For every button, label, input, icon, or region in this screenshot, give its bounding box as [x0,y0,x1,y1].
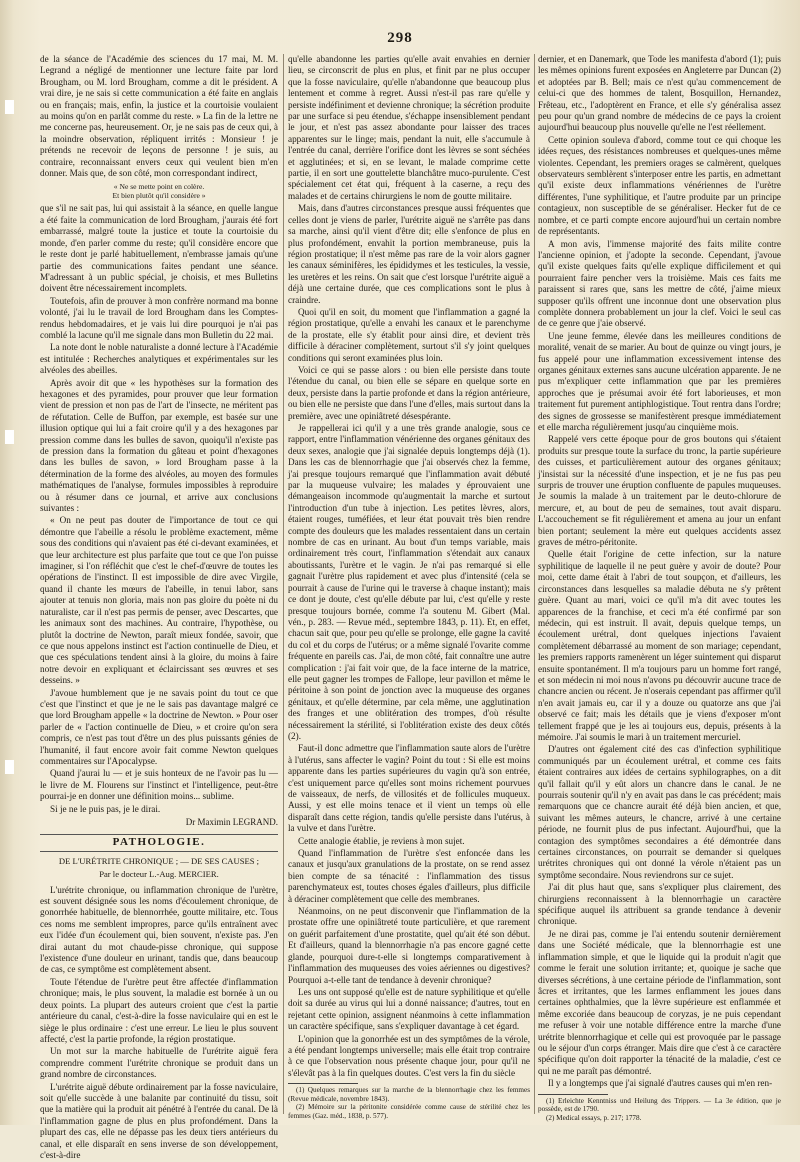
footnote: (1) Quelques remarques sur la marche de la blennorrhagie chez les femmes (Revue médicale, novembre 1843). [288,1086,530,1103]
paragraph: Toutefois, afin de prouver à mon confrère normand ma bonne volonté, j'ai lu le travail de lord Brougham dans les Comptes-rendus hebdomadaires, et je vais lui dire pourquoi je n'ai pas comblé la lacune qu'il me signale dans mon Bulletin du 22 mai. [40,295,278,340]
paragraph: Je ne dirai pas, comme je l'ai entendu soutenir dernièrement dans une Société médicale, que la blennorrhagie est une inflammation simple, et que le liquide qui la produit n'agit que comme le ferait une solution irritante; et, quoique je sache que diverses sécrétions, à une certaine période de l'inflammation, sont âcres et irritantes, que les larmes enflamment les joues dans certaines ophthalmies, que la lèvre supérieure est enflammée et même excoriée dans beaucoup de coryzas, je ne puis cependant me refuser à voir une notable différence entre la marche d'une urétrite blennorrhagique et celle qui est provoquée par le passage ou le séjour d'un corps étranger. Mais dire que c'est à ce caractère spécifique qu'on doit rapporter la ténacité de la maladie, c'est ce qui ne me paraît pas démontré. [538,928,781,1076]
paragraph: J'ai dit plus haut que, sans s'expliquer plus clairement, des chirurgiens reconnaissent à la blennorrhagie un caractère spécifique auquel ils attribuent sa grande tendance à devenir chronique. [538,882,781,927]
column-2 [288,54,530,1121]
paragraph: Après avoir dit que « les hypothèses sur la formation des hexagones et des pyramides, pour prouver que leur formation vient de pression et non pas de l'art de l'insecte, ne méritent pas de réfutation. Celle de Buffon, par exemple, est basée sur une illusion optique qui lui a fait croire qu'il y a des hexagones par pression comme dans les bulles de savon, quoiqu'il n'existe pas de pression dans la formation du gâteau et point d'hexagones dans les bulles de savon, » lord Brougham passe à la détermination de la forme des alvéoles, au moyen des formules mathématiques de l'analyse, formules impossibles à reproduire ou à résumer dans ce journal, et arrive aux conclusions suivantes : [40,377,278,514]
paragraph: Quoi qu'il en soit, du moment que l'inflammation a gagné la région prostatique, qu'elle a envahi les canaux et le parenchyme de la prostate, elle s'y établit pour ainsi dire, et devient très difficile à déraciner complètement, surtout s'il s'y joint quelques conditions qui seront examinées plus loin. [288,306,530,363]
page-number: 298 [387,30,413,46]
column-1 [40,54,278,1162]
paragraph: de la séance de l'Académie des sciences du 17 mai, M. M. Legrand a négligé de mentionner une lecture faite par lord Brougham, ou M. lord Brougham, comme a dit le président. A vrai dire, je ne sais si cette communication a été faite en anglais ou en français; mais, enfin, la justice et la courtoisie voulaient au moins qu'on en parlât comme du reste. » La fin de la lettre ne me concerne pas, heureusement. Or, je ne sais pas de ceux qui, à la moindre observation, répliquent irrités : Monsieur ! je prétends ne recevoir de leçons de personne ! je suis, au contraire, reconnaissant envers ceux qui veulent bien m'en donner. Mais que, de son côté, mon correspondant indirect, [40,54,278,179]
footnote-divider [288,1083,358,1084]
verse-quote [40,182,278,200]
paragraph: Voici ce qui se passe alors : ou bien elle persiste dans toute l'étendue du canal, ou bien elle se sépare en quelque sorte en deux, persiste dans la partie profonde et dans la région antérieure, ou bien elle ne persiste que dans l'une d'elles, mais surtout dans la première, avec une opiniâtreté désespérante. [288,364,530,421]
paragraph: Quand l'inflammation de l'urètre s'est enfoncée dans les canaux et jusqu'aux granulations de la prostate, on se rend assez bien compte de sa ténacité : l'inflammation des tissus parenchymateux est, toutes choses égales d'ailleurs, plus difficile à déraciner complètement que celle des membranes. [288,848,530,904]
footnote: (2) Mémoire sur la péritonite considérée comme cause de stérilité chez les femmes (Gaz. méd., 1838, p. 577). [288,1103,530,1120]
paragraph: L'opinion que la gonorrhée est un des symptômes de la vérole, a été pendant longtemps universelle; mais elle était trop contraire à ce que l'observation nous présente chaque jour, pour qu'il ne s'élevât pas à la fin quelques doutes. C'est vers la fin du siècle [288,1033,530,1078]
paragraph: L'urétrite chronique, ou inflammation chronique de l'urètre, est souvent désignée sous les noms d'écoulement chronique, de gonorrhée habituelle, de blennorrhée, goutte militaire, etc. Tous ces noms me semblent impropres, parce qu'ils entraînent avec eux l'idée d'un écoulement qui, bien souvent, n'existe pas. J'en dirai autant du mot chaude-pisse chronique, qui suppose l'existence d'une douleur en urinant, tandis que, dans beaucoup de cas, ce symptôme est complètement absent. [40,884,278,975]
footnote-divider [538,1094,608,1095]
column-3 [538,54,781,1122]
paragraph: A mon avis, l'immense majorité des faits milite contre l'ancienne opinion, et j'adopte la seconde. Cependant, j'avoue qu'il existe quelques faits qu'elle explique difficilement et qui pourraient faire pencher vers la troisième. Mais ces faits me paraissent si rares que, sans les mettre de côté, j'aime mieux supposer qu'ils offrent une inconnue dont une observation plus complète donnera probablement un jour la clef. Voici le seul cas de ce genre que j'aie observé. [538,238,781,329]
paragraph: Faut-il donc admettre que l'inflammation saute alors de l'urètre à l'utérus, sans affecter le vagin? Point du tout : Si elle est moins apparente dans les parties supérieures du vagin qu'à son entrée, c'est uniquement parce qu'elles sont moins richement pourvues de vaisseaux, de nerfs, de villosités et de follicules muqueux. Aussi, y est elle moins tenace et il vient un temps où elle disparaît dans cette région, tandis qu'elle persiste dans l'utérus, à la vulve et dans l'urètre. [288,743,530,834]
paragraph: « On ne peut pas douter de l'importance de tout ce qui démontre que l'abeille a résolu le problème exactement, même sous des conditions qui n'avaient pas été ci-devant examinées, et que leur architecture est plus parfaite que tout ce que l'on puisse imaginer, si l'on réfléchit que c'est le chef-d'œuvre de toutes les opérations de l'instinct. Il est impossible de dire avec Virgile, quand il chante les mœurs de l'abeille, in tenui labor, sans ajouter at tenuis non gloria, mais non pas gloire du poète ni du naturaliste, car il n'est pas permis de penser, avec Descartes, que les animaux sont des machines. Au contraire, l'hypothèse, ou plutôt la doctrine de Newton, paraît mieux fondée, savoir, que ce que nous appelons instinct est l'action continuelle de Dieu, et que ces spéculations tendent ainsi à la gloire, du moins à faire notre devoir en expliquant et éclaircissant ses œuvres et ses desseins. » [40,515,278,686]
paragraph: Toute l'étendue de l'urètre peut être affectée d'inflammation chronique; mais, le plus souvent, la maladie est bornée à un ou deux points. La plupart des auteurs croient que c'est la partie antérieure du canal, c'est-à-dire la fosse naviculaire qui en est le siège le plus ordinaire : c'est une erreur. Le lieu le plus souvent affecté, c'est la partie profonde, la région prostatique. [40,976,278,1044]
paragraph: dernier, et en Danemark, que Tode les manifesta d'abord (1); puis les mêmes opinions furent exposées en Angleterre par Duncan (2) et adoptées par B. Bell; mais ce n'est qu'au commencement de celui-ci que des hommes de talent, Bosquillon, Hernandez, Frêteau, etc., l'adoptèrent en France, et elle s'y généralisa assez peu pour qu'un grand nombre de médecins de ce pays la croient aujourd'hui beaucoup plus nouvelle qu'elle ne l'est réellement. [538,54,781,133]
paragraph: J'avoue humblement que je ne savais point du tout ce que c'est que l'instinct et que je ne le sais pas davantage malgré ce que lord Brougham appelle « la doctrine de Newton. » Pour oser parler de « l'action continuelle de Dieu, » et croire qu'on sera compris, ce n'est pas tout d'être un des plus puissants génies de l'humanité, il faut encore avoir fait comme Newton quelques commentaires sur l'Apocalypse. [40,687,278,766]
paragraph: Les uns ont supposé qu'elle est de nature syphilitique et qu'elle doit sa durée au virus qui lui a donné naissance; d'autres, tout en rejetant cette opinion, assignent néanmoins à cette inflammation un caractère spécifique, sans s'expliquer davantage à cet égard. [288,986,530,1032]
paragraph: Cette opinion souleva d'abord, comme tout ce qui choque les idées reçues, des résistances nombreuses et quelques-unes même violentes. Cependant, les premiers orages se calmèrent, quelques observateurs semblèrent s'interposer entre les partis, en admettant qu'il existe deux inflammations vénériennes de l'urètre différentes, l'une syphilitique, et l'autre produite par un principe contagieux, non susceptible de se généraliser. Hecker fut de ce nombre, et ce parti compte encore aujourd'hui un certain nombre de représentants. [538,134,781,237]
footnote: (1) Erleichte Kenntniss und Heilung des Trippers. — La 3e édition, que je possède, est de 1790. [538,1096,781,1114]
paragraph: Si je ne le puis pas, je le dirai. [50,803,161,814]
author-signature: Dr Maximin LEGRAND. [185,817,278,827]
article-title: DE L'URÉTRITE CHRONIQUE ; — DE SES CAUSES ; [58,855,260,866]
paragraph: Il y a longtemps que j'ai signalé d'autres causes qui m'en ren- [548,1078,773,1089]
quote-line: « Ne se mette point en colère. [113,182,205,192]
paragraph: Mais, dans d'autres circonstances presque aussi fréquentes que celles dont je viens de parler, l'urétrite aiguë ne s'arrête pas dans sa marche, ainsi qu'il vient d'être dit; elle s'enfonce de plus en plus profondément, envahit la portion membraneuse, puis la région prostatique; il n'est même pas rare de la voir alors gagner les canaux séminifères, les épididymes et les testicules, la vessie, les uretères et les reins. On sait que c'est lorsque l'urétrite aiguë a déjà une certaine durée, que ces complications sont le plus à craindre. [288,203,530,305]
paragraph: que s'il ne sait pas, lui qui assistait à la séance, en quelle langue a été faite la communication de lord Brougham, j'aurais été fort embarrassé, malgré toute la justice et toute la courtoisie du monde, d'en parler comme du reste; qu'il considère encore que le reste dont je parlé habituellement, n'embrasse jamais qu'une partie des communications faites pendant une séance. M'adressant à un public spécial, je choisis, et mes Bulletins doivent être nécessairement incomplets. [40,203,278,294]
paragraph: Néanmoins, on ne peut disconvenir que l'inflammation de la prostate offre une opiniâtreté toute particulière, et que rarement on guérit parfaitement d'une prostatite, quel qu'ait été son début. Et d'ailleurs, quand la blennorrhagie n'a pas encore gagné cette glande, pourquoi dure-t-elle si longtemps comparativement à l'inflammation des muqueuses des voies aériennes ou digestives? Pourquoi a-t-elle tant de tendance à devenir chronique? [288,906,530,985]
paragraph: qu'elle abandonne les parties qu'elle avait envahies en dernier lieu, se circonscrit de plus en plus, et finit par ne plus occuper que la fosse naviculaire, qu'elle n'abandonne que beaucoup plus lentement et comme à regret. Aussi n'est-il pas rare qu'elle y persiste indéfiniment et devienne chronique; la sécrétion produite par une surface si peu étendue, s'échappe insensiblement pendant le jour, et n'est pas assez abondante pour laisser des traces apparentes sur le linge; mais, pendant la nuit, elle s'accumule à l'entrée du canal, derrière l'orifice dont les lèvres se sont séchées et agglutinées; et si, en se levant, le malade comprime cette partie, il en sort une gouttelette blanchâtre muco-purulente. C'est spécialement cet état qui, fréquent à la caserne, a reçu des malades et de certains chirurgiens le nom de goutte militaire. [288,54,530,201]
paragraph: L'urétrite aiguë débute ordinairement par la fosse naviculaire, soit qu'elle succède à une balanite par continuité du tissu, soit que la matière qui la produit ait pénétré à l'entrée du canal. De là l'inflammation gagne de plus en plus profondément. Dans la plupart des cas, elle ne dépasse pas les deux tiers antérieurs du canal, et elle disparaît en sens inverse de son développement, c'est-à-dire [40,1081,278,1160]
paragraph: D'autres ont également cité des cas d'infection syphilitique communiqués par un écoulement urétral, et comme ces faits étaient contraires aux idées de certains syphilographes, on a dit qu'il fallait qu'il y eût alors un chancre dans le canal. Je ne pourrais soutenir qu'il n'y en avait pas dans le cas précédent; mais remarquons que ce chancre aurait été déjà bien ancien, et que, suivant les mêmes auteurs, le chancre, arrivé à une certaine période, ne fournit plus de pus infectant. Aujourd'hui, que la contagion des symptômes secondaires a été démontrée dans certaines circonstances, on pourrait se demander si quelques urétrites chroniques qui ont donné la vérole n'étaient pas un symptôme secondaire. Nous reviendrons sur ce sujet. [538,744,781,880]
quote-line: Et bien plutôt qu'il considère » [112,191,206,201]
paragraph: Quand j'aurai lu — et je suis honteux de ne l'avoir pas lu — le livre de M. Flourens sur l'instinct et l'intelligence, peut-être pourrai-je en donner une définition moins... sublime. [40,768,278,802]
paragraph: Je rappellerai ici qu'il y a une très grande analogie, sous ce rapport, entre l'inflammation vénérienne des organes génitaux des deux sexes, analogie que j'ai signalée depuis longtemps déjà (1). Dans les cas de blennorrhagie que j'ai observés chez la femme, j'ai presque toujours remarqué que l'inflammation avait débuté par la muqueuse vulvaire; les malades y éprouvaient une démangeaison incommode qu'augmentait la marche et surtout l'introduction d'un tube à injection. Les petites lèvres, alors, étaient rouges, tuméfiées, et leur état pouvait très bien rendre compte des douleurs que les malades ressentaient dans un certain nombre de cas en urinant. Au bout d'un temps variable, mais ordinairement très court, l'inflammation s'étendait aux canaux aboutissants, l'urètre et le vagin. Je n'ai pas remarqué si elle gagnait l'urètre plus rapidement et avec plus d'intensité (cela se pourrait à cause de l'urine qui le traverse à chaque instant); mais ce dont je doute, c'est qu'elle débute par lui, c'est qu'elle y reste presque toujours bornée, comme l'a soutenu M. Gibert (Mal. vén., p. 283. — Revue méd., septembre 1843, p. 11). Et, en effet, chacun sait que, pour peu qu'elle se prolonge, elle gagne la cavité du col et du corps de l'utérus; or a même signalé l'ovarite comme fréquente en pareils cas. J'ai, de mon côté, fait connaître une autre complication : j'ai fait voir que, de la face interne de la matrice, elle peut gagner les trompes de Fallope, leur pavillon et même le péritoine à son point de jonction avec la muqueuse des organes génitaux, et qu'elle détermine, par cela même, une agglutination des franges et une oblitération des trompes, d'où résulte nécessairement la stérilité, si l'oblitération existe des deux côtés (2). [288,423,530,741]
paragraph: Cette analogie établie, je reviens à mon sujet. [298,835,465,846]
paragraph: Quelle était l'origine de cette infection, sur la nature syphilitique de laquelle il ne peut guère y avoir de doute? Pour moi, cette dame était à l'abri de tout soupçon, et d'ailleurs, les circonstances dans lesquelles sa maladie débuta ne s'y prêtent guère. Quant au mari, voici ce qu'il m'a dit avec toutes les apparences de la franchise, et ceci m'a été confirmé par son médecin, qui est instruit. Il avait, depuis quelque temps, un écoulement urétral, dont quelques injections l'avaient complètement débarrassé au moment de son mariage; cependant, les premiers rapports ramenèrent un léger suintement qui disparut ensuite spontanément. Il m'a toujours paru un homme fort rangé, et son médecin ni moi nous n'avons pu découvrir aucune trace de chancre ancien ou récent. Je n'oserais cependant pas affirmer qu'il n'en avait jamais eu, car il y a douze ou quatorze ans que j'ai observé ce fait; mais les détails que je viens d'exposer m'ont tellement frappé que je les ai toujours eus, depuis, présents à la mémoire. J'ai soumis le mari à un traitement mercuriel. [538,549,781,742]
paragraph: La note dont le noble naturaliste a donné lecture à l'Académie est intitulée : Recherches analytiques et expérimentales sur les alvéoles des abeilles. [40,342,278,376]
paragraph: Rappelé vers cette époque pour de gros boutons qui s'étaient produits sur presque toute la surface du tronc, la partie supérieure des cuisses, et particulièrement autour des organes génitaux; j'insistai sur la nécessité d'une inspection, et je ne fus pas peu surpris de trouver une éruption confluente de papules muqueuses. Je soumis la malade à un traitement par le deuto-chlorure de mercure, et, au bout de peu de semaines, tout avait disparu. L'accouchement se fit régulièrement et amena au jour un enfant bien portant; seulement la mère eut quelques accidents assez graves de métro-péritonite. [538,434,781,548]
footnote: (2) Medical essays, p. 217; 1778. [546,1113,642,1122]
article-author: Par le docteur L.-Aug. MERCIER. [99,869,219,880]
paragraph: Une jeune femme, élevée dans les meilleures conditions de moralité, venait de se marier. Au bout de quinze ou vingt jours, je fus appelé pour une inflammation excessivement intense des organes génitaux externes sans aucune ulcération apparente. Je ne pus m'expliquer cette inflammation que par les premières approches que je présumai avoir été fort laborieuses, et mon traitement fut purement antiphlogistique. Tout rentra dans l'ordre; des signes de grossesse se manifestèrent presque immédiatement et elle marcha régulièrement jusqu'au cinquième mois. [538,330,781,432]
paragraph: Un mot sur la marche habituelle de l'urétrite aiguë fera comprendre comment l'urétrite chronique se produit dans un grand nombre de circonstances. [40,1046,278,1080]
section-title: PATHOLOGIE. [40,834,278,851]
